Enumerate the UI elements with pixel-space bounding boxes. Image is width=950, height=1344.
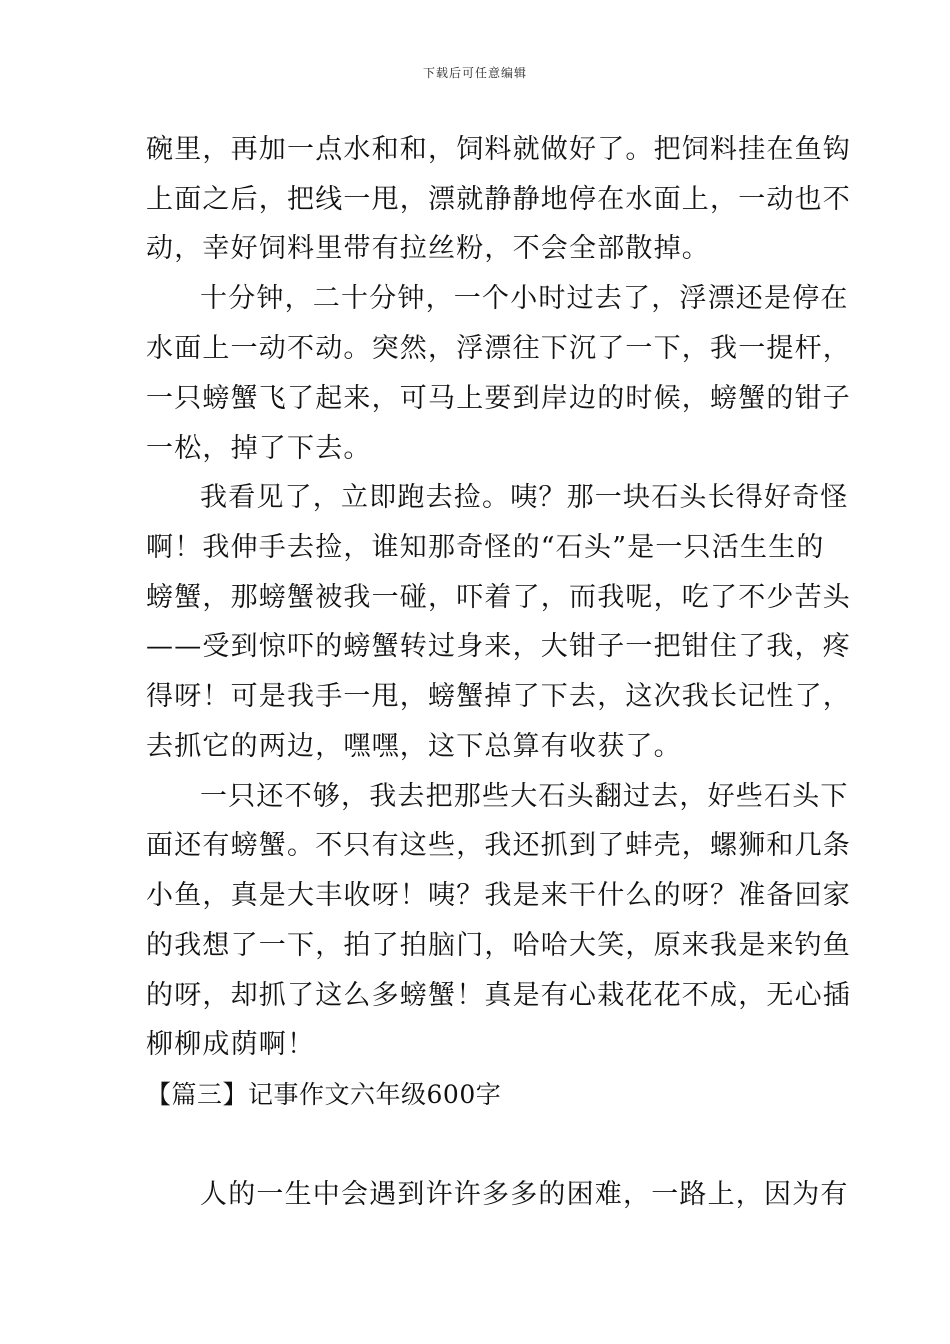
text-line: 去抓它的两边，嘿嘿，这下总算有收获了。: [146, 731, 682, 762]
paragraph-first-line: 人的一生中会遇到许许多多的困难，一路上，因为有: [200, 1179, 849, 1210]
text-line: ——受到惊吓的螃蟹转过身来，大钳子一把钳住了我，疼: [146, 631, 851, 662]
text-line: 啊！我伸手去捡，谁知那奇怪的“石头”是一只活生生的: [146, 532, 825, 563]
text-line: 一松，掉了下去。: [146, 433, 372, 464]
page-header: 下载后可任意编辑: [422, 66, 527, 80]
text-line: 得呀！可是我手一甩，螃蟹掉了下去，这次我长记性了，: [146, 681, 851, 712]
text-line: 小鱼，真是大丰收呀！咦？我是来干什么的呀？准备回家: [146, 880, 851, 911]
paragraph-first-line: 一只还不够，我去把那些大石头翻过去，好些石头下: [200, 781, 849, 812]
text-line: 碗里，再加一点水和和，饲料就做好了。把饲料挂在鱼钩: [146, 134, 851, 165]
paragraph-first-line: 十分钟，二十分钟，一个小时过去了，浮漂还是停在: [200, 283, 849, 314]
text-line: 上面之后，把线一甩，漂就静静地停在水面上，一动也不: [146, 184, 851, 215]
text-line: 水面上一动不动。突然，浮漂往下沉了一下，我一提杆，: [146, 333, 851, 364]
paragraph-first-line: 我看见了，立即跑去捡。咦？那一块石头长得好奇怪: [200, 482, 849, 513]
text-line: 一只螃蟹飞了起来，可马上要到岸边的时候，螃蟹的钳子: [146, 383, 851, 414]
text-line: 螃蟹，那螃蟹被我一碰，吓着了，而我呢，吃了不少苦头: [146, 582, 851, 613]
text-line: 的我想了一下，拍了拍脑门，哈哈大笑，原来我是来钓鱼: [146, 930, 851, 961]
text-line: 面还有螃蟹。不只有这些，我还抓到了蚌壳，螺狮和几条: [146, 830, 851, 861]
section-heading: 【篇三】记事作文六年级600字: [146, 1080, 502, 1109]
text-line: 柳柳成荫啊！: [146, 1029, 316, 1060]
text-line: 的呀，却抓了这么多螃蟹！真是有心栽花花不成，无心插: [146, 980, 851, 1011]
text-line: 动，幸好饲料里带有拉丝粉，不会全部散掉。: [146, 233, 710, 264]
